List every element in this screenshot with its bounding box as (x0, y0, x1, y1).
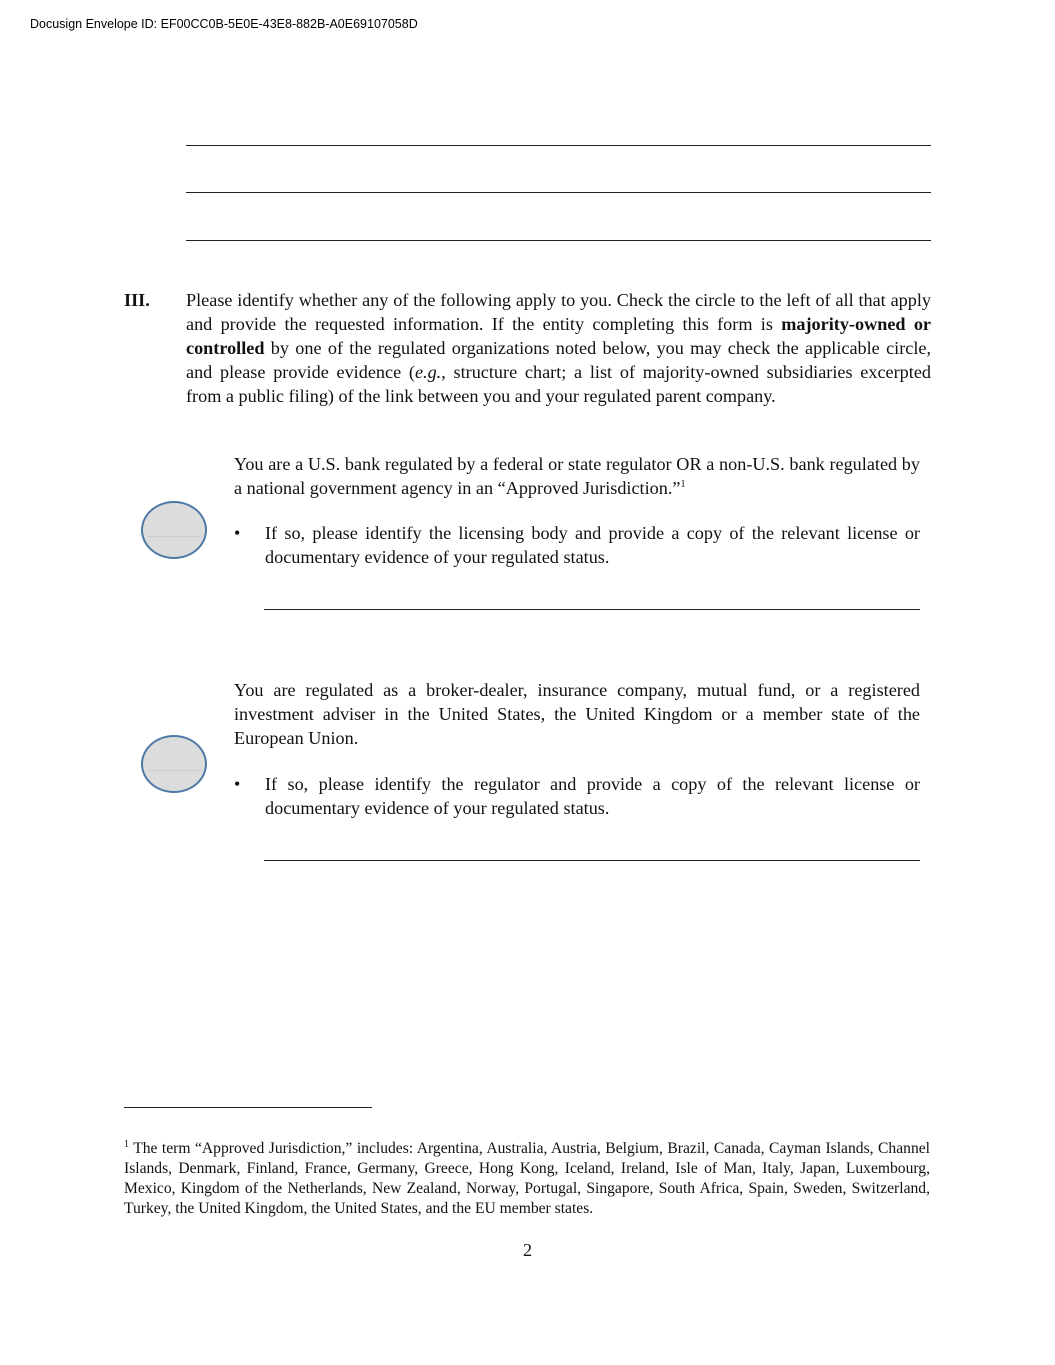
intro-bold: majority-owned or controlled (186, 314, 931, 358)
page-number: 2 (522, 1240, 533, 1260)
option-2-answer-line[interactable] (264, 860, 920, 861)
bullet-icon: • (234, 523, 241, 543)
answer-line-3[interactable] (186, 240, 931, 241)
section-intro (186, 288, 931, 408)
option-2-text: You are regulated as a broker-dealer, insurance company, mutual fund, or a registered investment adviser in the United States, the United Kingdom or a member state of the European Union. (234, 680, 920, 748)
footnote-ref[interactable]: 1 (680, 478, 686, 490)
intro-text-3: , structure chart; a list of majority-owned subsidiaries excerpted from a public filing) of the link between you and your regulated parent company. (186, 362, 931, 406)
footnote-text: The term “Approved Jurisdiction,” includes: Argentina, Australia, Austria, Belgium, Brazil, Canada, Cayman Islands, Channel Islands, Denmark, Finland, France, Germany, Greece, Hong Kong, Iceland, Ireland, Isle of Man, Italy, Japan, Luxembourg, Mexico, Kingdom of the Netherlands, New Zealand, Norway, Portugal, Singapore, South Africa, Spain, Sweden, Switzerland, Turkey, the United Kingdom, the United States, and the EU member states. (124, 1140, 930, 1217)
option-1-text (234, 452, 920, 500)
option-1-bullet: If so, please identify the licensing body and provide a copy of the relevant license or documentary evidence of your regulated status. (265, 523, 920, 567)
option-1-radio[interactable] (141, 501, 207, 559)
footnote (124, 1139, 930, 1219)
footnote-marker: 1 (124, 1138, 129, 1150)
option-2-bullet: If so, please identify the regulator and provide a copy of the relevant license or documentary evidence of your regulated status. (265, 774, 920, 818)
answer-line-2[interactable] (186, 192, 931, 193)
envelope-id: Docusign Envelope ID: EF00CC0B-5E0E-43E8-882B-A0E69107058D (30, 17, 418, 31)
intro-text-2: by one of the regulated organizations noted below, you may check the applicable circle, and please provide evidence ( (186, 338, 931, 382)
option-1-label: You are a U.S. bank regulated by a federal or state regulator OR a non-U.S. bank regulated by a national government agency in an “Approved Jurisdiction.” (234, 454, 920, 498)
section-number: III. (124, 290, 150, 310)
option-2-radio[interactable] (141, 735, 207, 793)
intro-italic: e.g. (414, 362, 442, 382)
footnote-separator (124, 1107, 372, 1108)
bullet-icon: • (234, 774, 241, 794)
option-1-answer-line[interactable] (264, 609, 920, 610)
intro-text-1: Please identify whether any of the following apply to you. Check the circle to the left of all that apply and provide the requested information. If the entity completing this form is (186, 290, 931, 334)
answer-line-1[interactable] (186, 145, 931, 146)
